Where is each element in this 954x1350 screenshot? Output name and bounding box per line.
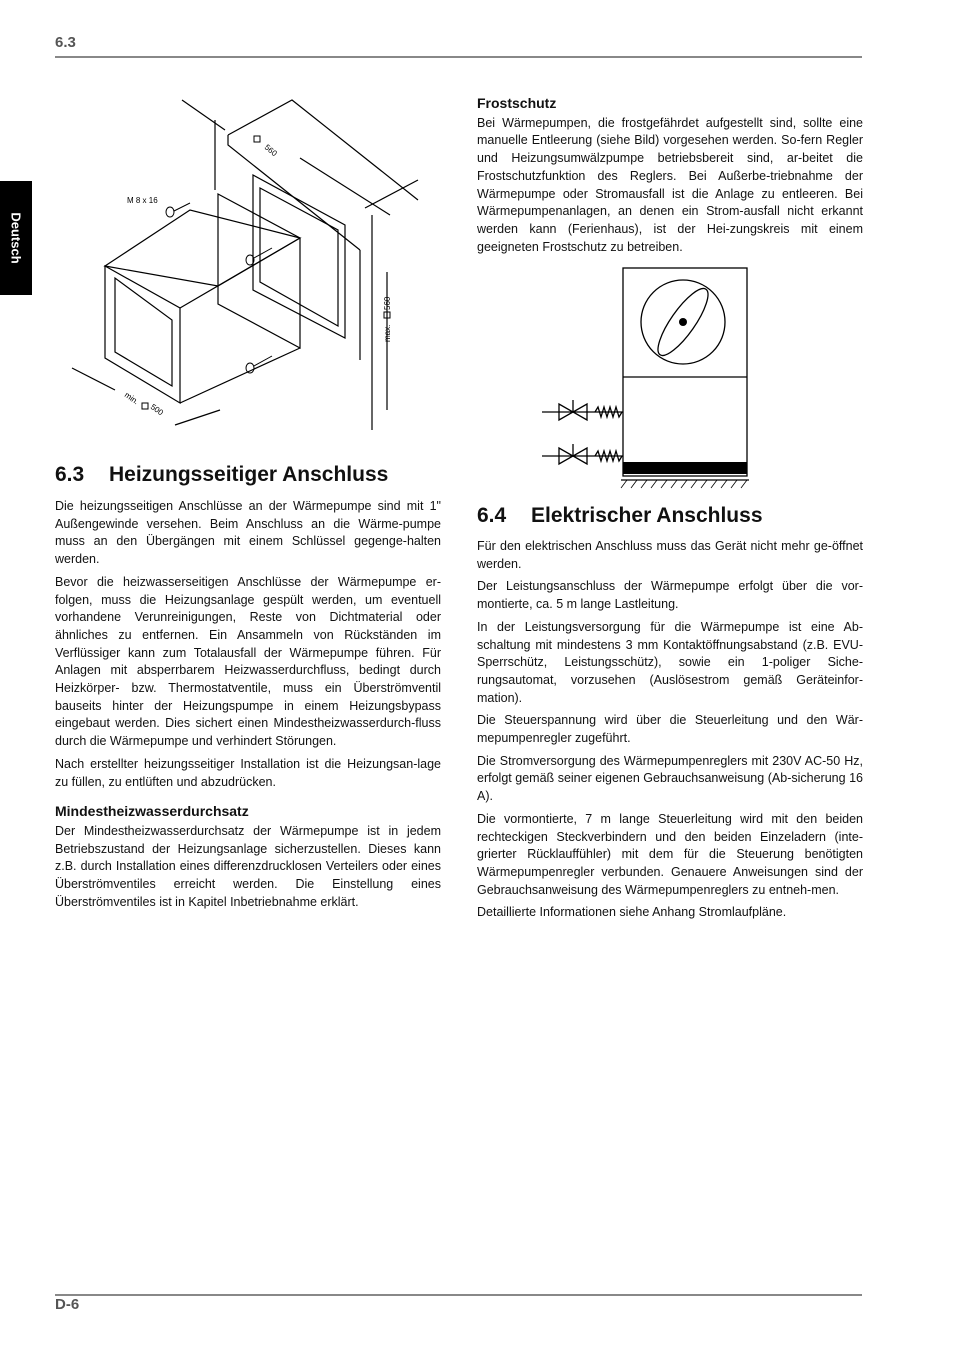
opening-frame-inner xyxy=(260,188,338,326)
fan-hub xyxy=(679,318,687,326)
mindestheizwasserdurchsatz-heading: Mindestheizwasserdurchsatz xyxy=(55,803,249,820)
screw-head-1 xyxy=(166,207,174,217)
base-plate xyxy=(623,462,747,474)
figure-label-right-prefix: max. xyxy=(383,324,392,342)
section-6-3-paragraph: Die heizungsseitigen Anschlüsse an der Wärmepumpe sind mit 1" Außengewinde versehen. Beim Anschluss an die Wärme-pumpe muss an den Übergängen mit einem Schlüssel gegenge-halten werden. xyxy=(55,499,441,567)
section-6-4-paragraph: Detaillierte Informationen siehe Anhang Stromlaufpläne. xyxy=(477,905,787,920)
header-rule xyxy=(55,56,862,58)
section-6-3-paragraph: Bevor die heizwasserseitigen Anschlüsse der Wärmepumpe er-folgen, muss die Heizungsanlage gespült werden, um eventuell vorhandene Verunreinigungen, Reste von Dichtmaterial oder ähnliches zu entfernen. Ein Ansammeln von Rückständen im Verflüssiger kann zum Totalausfall der Wärmepumpe führen. Für Anlagen mit absperrbarem Heizwasserdurchfluss, bedingt durch Heizkörper- bzw. Thermostatventile, muss ein Überströmventil bauseits hinter der Heizungspumpe in einem Heizungsbypass eingebaut werden. Dies sichert einen Mindestheizwasserdurch-fluss durch die Wärmepumpe und verhindert Störungen. xyxy=(55,574,441,749)
section-6-4-paragraph: Der Leistungsanschluss der Wärmepumpe erfolgt über die vor-montierte, ca. 5 m lange Lastleitung. xyxy=(477,579,863,612)
language-tab-label: Deutsch xyxy=(8,212,24,264)
header-section-number: 6.3 xyxy=(55,34,76,51)
figure-label-screw: M 8 x 16 xyxy=(127,196,158,205)
section-6-3-title: Heizungsseitiger Anschluss xyxy=(109,463,389,486)
hose-1 xyxy=(595,407,622,417)
opening-frame-outer xyxy=(253,175,345,338)
section-6-4-number: 6.4 xyxy=(477,504,507,527)
section-6-4-paragraph: Die Stromversorgung des Wärmepumpenreglers mit 230V AC-50 Hz, erfolgt gemäß seiner eigenen Gebrauchsanweisung (Ab-sicherung 16 A). xyxy=(477,753,863,804)
duct-top-face xyxy=(105,210,300,286)
square-symbol-top xyxy=(254,136,260,142)
dimension-line-bottom xyxy=(72,368,115,390)
frostschutz-paragraph: Bei Wärmepumpen, die frostgefährdet aufgestellt sind, sollte eine manuelle Entleerung (siehe Bild) vorgesehen werden. So-fern Regler und Heizungsumwälzpumpe betriebsbereit sind, ar-beitet die Frostschutzfunktion des Reglers. Bei Außerbe-triebnahme der Wärmepumpe oder Stromausfall ist die Anlage zu entleeren. Bei Wärmepumpenanlagen, an denen ein Strom-ausfall nicht erkannt werden kann (Ferienhaus), ist der Hei-zungskreis mit einem geeigneten Frostschutz zu betreiben. xyxy=(477,115,863,254)
square-symbol-bottom xyxy=(142,403,148,409)
dimension-line-bottom2 xyxy=(175,410,220,425)
dimension-line-top xyxy=(182,100,225,130)
section-6-3-body xyxy=(55,498,441,916)
section-6-3-number: 6.3 xyxy=(55,463,85,486)
duct-bottom-edge xyxy=(180,348,300,403)
housing-top-edge xyxy=(228,100,418,200)
duct-flange xyxy=(218,194,300,348)
section-6-4-title: Elektrischer Anschluss xyxy=(531,504,763,527)
figure-label-bottom: 500 xyxy=(148,402,165,418)
figure-label-right: 560 xyxy=(383,296,392,310)
mindestheizwasserdurchsatz-paragraph: Der Mindestheizwasserdurchsatz der Wärmepumpe ist in jedem Betriebszustand der Heizungsanlage sicherzustellen. Dieses kann z.B. durch Installation eines differenzdrucklosen Verteilers oder eines Überströmventiles erreicht werden. Die Einstellung eines Überströmventiles ist in Kapitel Inbetriebnahme erklärt. xyxy=(55,823,441,909)
section-6-3-paragraph: Nach erstellter heizungsseitiger Installation ist die Heizungsan-lage zu füllen, zu entlüften und abzudrücken. xyxy=(55,756,441,789)
figure-label-top: 560 xyxy=(262,142,279,159)
hose-2 xyxy=(595,451,622,461)
heat-pump-drain-figure xyxy=(537,266,752,494)
frostschutz-block xyxy=(477,95,863,261)
frostschutz-heading: Frostschutz xyxy=(477,95,557,111)
housing-front-edge xyxy=(228,135,360,250)
section-6-3-heading xyxy=(55,463,388,487)
section-6-4-paragraph: In der Leistungsversorgung für die Wärmepumpe ist eine Ab-schaltung mit mindestens 3 mm Kontaktöffnungsabstand (z.B. EVU-Sperrschütz, Leistungsschütz), sowie ein 1-poliger Siche-rungsautomat, vorzusehen (Auslösestrom gemäß Geräteinfor-mation). xyxy=(477,619,863,705)
footer-rule xyxy=(55,1294,862,1296)
section-6-4-paragraph: Für den elektrischen Anschluss muss das Gerät nicht mehr ge-öffnet werden. xyxy=(477,539,863,571)
footer-page-number: D-6 xyxy=(55,1296,80,1313)
section-6-4-body xyxy=(477,538,863,927)
section-6-4-paragraph: Die vormontierte, 7 m lange Steuerleitung wird mit den beiden rechteckigen Steckverbindern und den beiden Einzeladern (inte-grierter Rücklauffühler) mit dem für die Steuerung benötigten Wärmepumpenregler verbunden. Genauere Anweisungen sind der Gebrauchsanweisung des Wärmepumpenreglers zu entneh-men. xyxy=(477,811,863,897)
heat-pump-housing xyxy=(623,268,747,476)
figure-label-bottom-prefix: min. xyxy=(122,390,141,407)
duct-side-edge xyxy=(180,238,300,308)
screw-shaft-1 xyxy=(174,203,190,211)
section-6-4-heading xyxy=(477,504,763,528)
section-6-4-paragraph: Die Steuerspannung wird über die Steuerleitung und den Wär-mepumpenregler zugeführt. xyxy=(477,713,863,746)
language-tab xyxy=(0,181,32,295)
duct-installation-figure xyxy=(60,90,435,445)
duct-end-outer xyxy=(105,266,180,403)
